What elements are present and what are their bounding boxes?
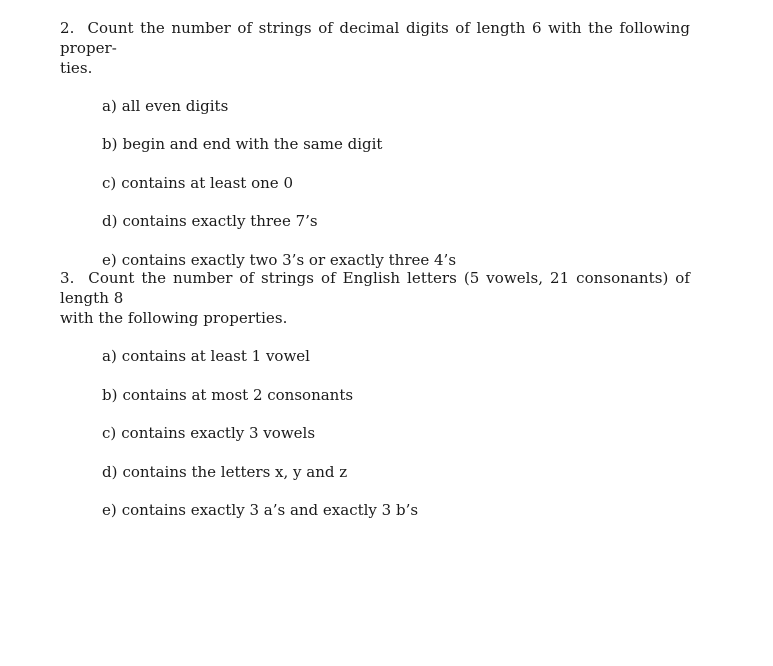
problem-intro-line2: ties. <box>60 59 93 77</box>
part-d <box>102 462 347 482</box>
problem-intro-line1: Count the number of strings of English letters (5 vowels, 21 consonants) of length 8 <box>60 269 690 307</box>
part-label: b) <box>102 135 118 153</box>
part-label: d) <box>102 463 118 481</box>
part-b <box>102 134 382 154</box>
problem-number: 2. <box>60 19 75 37</box>
part-d <box>102 211 318 231</box>
part-text: contains exactly 3 vowels <box>121 424 316 442</box>
part-text: contains exactly three 7’s <box>122 212 318 230</box>
problem-3-intro <box>60 268 690 328</box>
problem-intro-line1: Count the number of strings of decimal digits of length 6 with the following proper- <box>60 19 690 57</box>
part-e <box>102 250 456 270</box>
part-text: all even digits <box>121 97 229 115</box>
part-label: c) <box>102 424 117 442</box>
part-text: contains at least one 0 <box>121 174 293 192</box>
part-label: e) <box>102 501 117 519</box>
part-a <box>102 96 228 116</box>
part-text: contains at least 1 vowel <box>121 347 310 365</box>
part-c <box>102 173 293 193</box>
part-text: contains exactly 3 a’s and exactly 3 b’s <box>121 501 419 519</box>
problem-2-intro <box>60 18 690 78</box>
part-label: a) <box>102 347 117 365</box>
part-text: contains the letters x, y and z <box>122 463 348 481</box>
problem-intro-line2: with the following properties. <box>60 309 288 327</box>
part-text: contains at most 2 consonants <box>122 386 354 404</box>
part-label: b) <box>102 386 118 404</box>
part-label: a) <box>102 97 117 115</box>
part-text: begin and end with the same digit <box>122 135 383 153</box>
problem-2 <box>60 18 690 269</box>
part-c <box>102 423 315 443</box>
problem-number: 3. <box>60 269 75 287</box>
part-label: d) <box>102 212 118 230</box>
part-label: c) <box>102 174 117 192</box>
part-text: contains exactly two 3’s or exactly three 4’s <box>121 251 457 269</box>
part-a <box>102 346 310 366</box>
problem-3 <box>60 268 690 519</box>
part-b <box>102 385 353 405</box>
part-e <box>102 500 418 520</box>
part-label: e) <box>102 251 117 269</box>
